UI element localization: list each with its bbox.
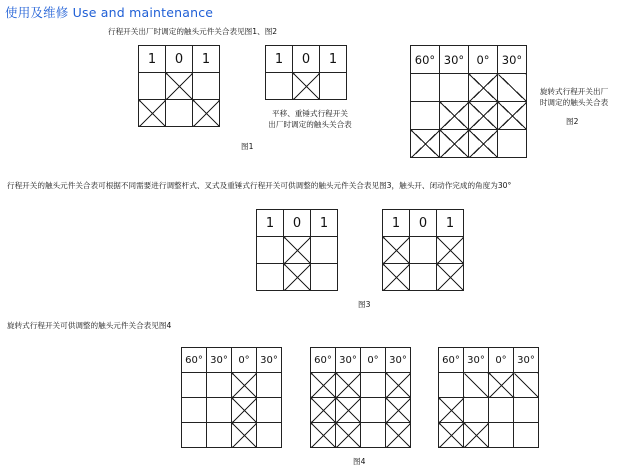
grid-cell (257, 423, 282, 448)
fig4c-header-cell: 0° (489, 348, 514, 373)
fig2-note-line: 旋转式行程开关出厂 (539, 87, 609, 96)
fig1-label: 图1 (241, 142, 254, 151)
closed-contact-cross (232, 373, 257, 398)
fig4b-header-cell: 30° (336, 348, 361, 373)
fig3-right-header-cell: 1 (383, 210, 410, 237)
fig4b-header-cell: 60° (311, 348, 336, 373)
grid-cell (311, 237, 338, 264)
grid-cell (257, 237, 284, 264)
grid-cell (320, 73, 347, 100)
closed-contact-cross (469, 102, 498, 130)
closed-contact-cross (284, 264, 311, 291)
closed-contact-cross (166, 73, 193, 100)
fig3-left-header-cell: 1 (257, 210, 284, 237)
grid-cell (207, 373, 232, 398)
closed-contact-cross (439, 423, 464, 448)
fig3-right-table (382, 209, 464, 291)
page-heading: 使用及维修 Use and maintenance (5, 5, 214, 20)
closed-contact-cross (336, 423, 361, 448)
fig3-description: 行程开关的触头元件关合表可根据不同需要进行调整杆式、叉式及重锤式行程开关可供调整的触头元件关合表见图3，触头开、闭动作完成的角度为30° (7, 181, 512, 190)
closed-contact-cross (284, 237, 311, 264)
closed-contact-cross (386, 373, 411, 398)
grid-cell (257, 373, 282, 398)
grid-cell (514, 398, 539, 423)
fig2-table (410, 45, 527, 158)
fig4-table-a (181, 347, 282, 448)
closed-contact-cross (498, 102, 527, 130)
grid-cell (498, 130, 527, 158)
grid-cell (410, 264, 437, 291)
fig1-right-note (252, 108, 368, 130)
closed-contact-cross (383, 237, 410, 264)
fig1-left-header-cell: 0 (166, 46, 193, 73)
fig1-left-header-cell: 1 (193, 46, 220, 73)
fig2-label: 图2 (566, 117, 579, 126)
grid-cell (207, 423, 232, 448)
grid-cell (361, 373, 386, 398)
closed-contact-cross (440, 130, 469, 158)
fig1-left-table (138, 45, 220, 127)
closed-contact-cross (193, 100, 220, 127)
fig3-right-header-cell: 0 (410, 210, 437, 237)
grid-cell (410, 237, 437, 264)
closed-contact-cross (411, 130, 440, 158)
fig2-header-cell: 0° (469, 46, 498, 74)
fig4-table-c (438, 347, 539, 448)
fig4b-header-cell: 0° (361, 348, 386, 373)
grid-cell (489, 423, 514, 448)
grid-cell (139, 73, 166, 100)
grid-cell (439, 373, 464, 398)
fig4-label: 图4 (353, 457, 366, 466)
contact-diagonal (464, 373, 489, 398)
fig4c-header-cell: 30° (514, 348, 539, 373)
fig3-label: 图3 (358, 300, 371, 309)
closed-contact-cross (311, 423, 336, 448)
contact-diagonal (498, 74, 527, 102)
grid-cell (361, 423, 386, 448)
grid-cell (182, 398, 207, 423)
fig1-right-header-cell: 1 (320, 46, 347, 73)
fig4c-header-cell: 60° (439, 348, 464, 373)
closed-contact-cross (437, 264, 464, 291)
grid-cell (166, 100, 193, 127)
grid-cell (257, 264, 284, 291)
closed-contact-cross (311, 373, 336, 398)
fig2-header-cell: 30° (498, 46, 527, 74)
closed-contact-cross (439, 398, 464, 423)
closed-contact-cross (386, 398, 411, 423)
closed-contact-cross (139, 100, 166, 127)
closed-contact-cross (464, 423, 489, 448)
grid-cell (489, 398, 514, 423)
fig3-left-header-cell: 0 (284, 210, 311, 237)
fig4c-header-cell: 30° (464, 348, 489, 373)
fig1-right-note-line: 出厂时调定的触头关合表 (268, 120, 352, 129)
grid-cell (411, 74, 440, 102)
fig2-header-cell: 60° (411, 46, 440, 74)
grid-cell (311, 264, 338, 291)
closed-contact-cross (469, 130, 498, 158)
closed-contact-cross (440, 102, 469, 130)
closed-contact-cross (232, 398, 257, 423)
grid-cell (207, 398, 232, 423)
closed-contact-cross (293, 73, 320, 100)
grid-cell (266, 73, 293, 100)
grid-cell (440, 74, 469, 102)
fig1-right-header-cell: 1 (266, 46, 293, 73)
grid-cell (361, 398, 386, 423)
fig2-header-cell: 30° (440, 46, 469, 74)
grid-cell (514, 423, 539, 448)
intro-caption: 行程开关出厂时调定的触头元件关合表见图1、图2 (108, 27, 278, 36)
grid-cell (411, 102, 440, 130)
fig1-right-header-cell: 0 (293, 46, 320, 73)
fig4-description: 旋转式行程开关可供调整的触头元件关合表见图4 (7, 321, 172, 330)
fig1-right-note-line: 平移、重锤式行程开关 (272, 109, 348, 118)
closed-contact-cross (311, 398, 336, 423)
fig1-left-header-cell: 1 (139, 46, 166, 73)
closed-contact-cross (469, 74, 498, 102)
fig4a-header-cell: 0° (232, 348, 257, 373)
fig3-left-table (256, 209, 338, 291)
fig2-note-line: 时调定的触头关合表 (539, 98, 609, 107)
fig4a-header-cell: 30° (257, 348, 282, 373)
grid-cell (182, 423, 207, 448)
fig3-left-header-cell: 1 (311, 210, 338, 237)
fig2-note (530, 86, 618, 108)
contact-diagonal (514, 373, 539, 398)
closed-contact-cross (437, 237, 464, 264)
fig4a-header-cell: 30° (207, 348, 232, 373)
closed-contact-cross (336, 398, 361, 423)
closed-contact-cross (336, 373, 361, 398)
fig3-right-header-cell: 1 (437, 210, 464, 237)
grid-cell (257, 398, 282, 423)
fig1-right-table (265, 45, 347, 100)
grid-cell (464, 398, 489, 423)
fig4a-header-cell: 60° (182, 348, 207, 373)
closed-contact-cross (489, 373, 514, 398)
fig4-table-b (310, 347, 411, 448)
closed-contact-cross (386, 423, 411, 448)
grid-cell (193, 73, 220, 100)
closed-contact-cross (232, 423, 257, 448)
closed-contact-cross (383, 264, 410, 291)
fig4b-header-cell: 30° (386, 348, 411, 373)
grid-cell (182, 373, 207, 398)
